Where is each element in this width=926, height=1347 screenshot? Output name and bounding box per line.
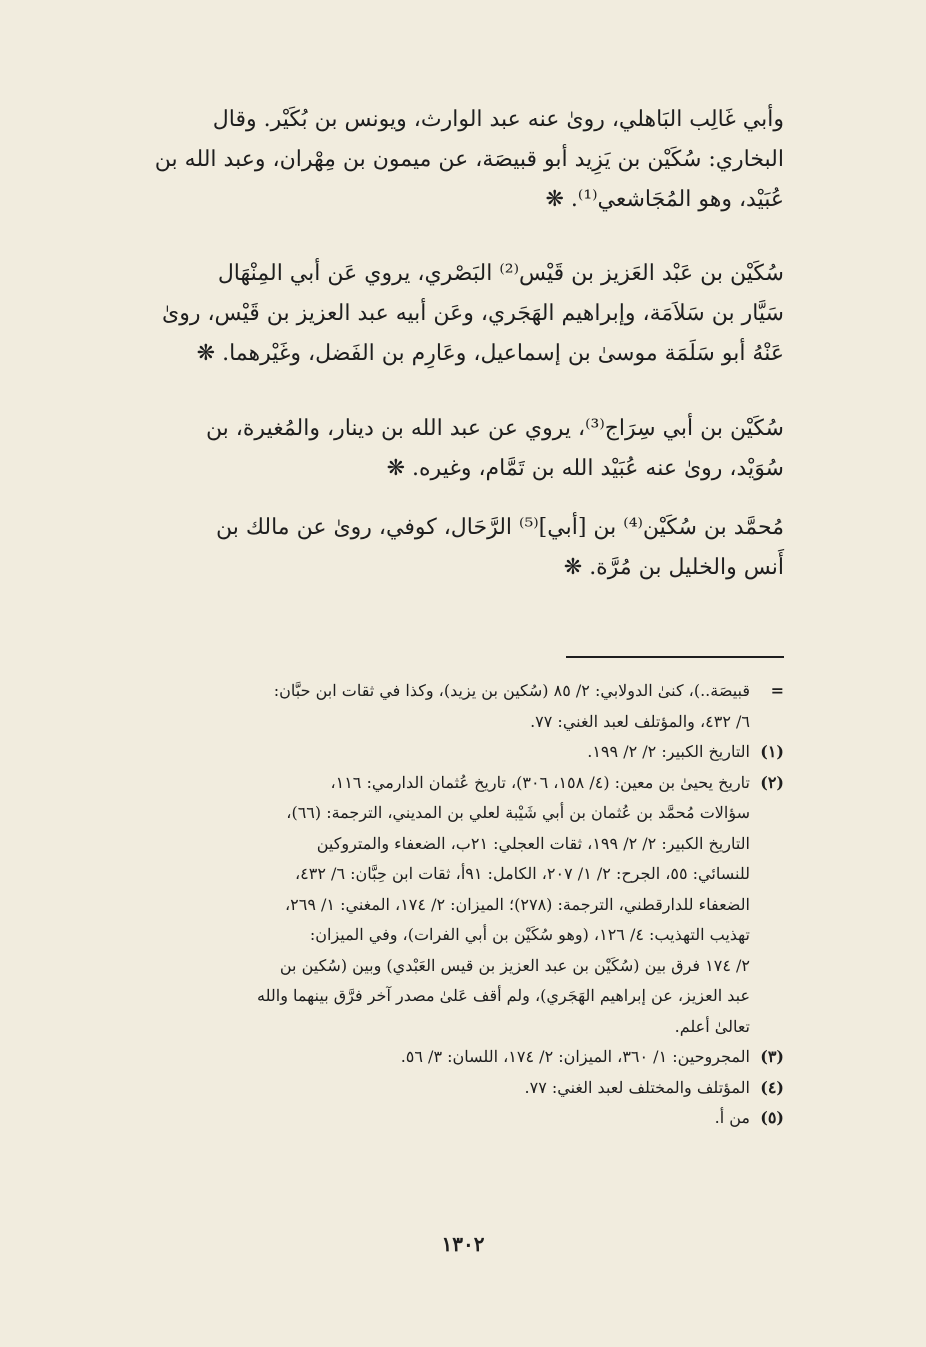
footnote-mark: (٤) xyxy=(760,1077,784,1097)
footnotes xyxy=(94,676,784,1134)
entry-line: البخاري: سُكَيْن بن يَزِيد أبو قبيصَة، عن ميمون بن مِهْران، وعبد الله بن xyxy=(154,147,784,172)
footnote-line: المؤتلف والمختلف لعبد الغني: ٧٧. xyxy=(524,1077,750,1097)
footnote-4 xyxy=(94,1073,784,1104)
footnote-line: المجروحين: ١/ ٣٦٠، الميزان: ٢/ ١٧٤، اللسان: ٣/ ٥٦. xyxy=(400,1047,750,1066)
footnote-line: تعالىٰ أعلم. xyxy=(674,1016,750,1036)
entry-line: سُكَيْن بن عَبْد العَزيز بن قَيْس⁽²⁾ البَصْري، يروي عَن أبي المِنْهَال xyxy=(217,261,784,286)
entry-3 xyxy=(100,409,784,489)
entry-line: عَنْهُ أبو سَلَمَة موسىٰ بن إسماعيل، وعَارِم بن الفَضل، وغَيْرهما. ❋ xyxy=(196,341,784,366)
footnote-1 xyxy=(94,737,784,768)
footnote-line: للنسائي: ٥٥، الجرح: ٢/ ١/ ٢٠٧، الكامل: ٩١أ، ثقات ابن حِبَّان: ٦/ ٤٣٢، xyxy=(295,864,750,883)
page-number: ١٣٠٢ xyxy=(441,1232,485,1256)
footnote-line: تهذيب التهذيب: ٤/ ١٢٦، (وهو سُكَيْن بن أبي الفرات)، وفي الميزان: xyxy=(309,925,750,944)
entry-line: مُحمَّد بن سُكَيْن⁽⁴⁾ بن [أبي]⁽⁵⁾ الرَّحَال، كوفي، روىٰ عن مالك بن xyxy=(216,515,784,540)
footnote-line: تاريخ يحيىٰ بن معين: (٤/ ١٥٨، ٣٠٦)، تاريخ عُثمان الدارمي: ١١٦، xyxy=(330,772,750,792)
entry-1 xyxy=(100,100,784,220)
footnote-line: التاريخ الكبير: ٢/ ٢/ ١٩٩. xyxy=(587,742,750,761)
footnote-continued xyxy=(94,676,784,737)
entry-line: سَيَّار بن سَلاَمَة، وإبراهيم الهَجَري، وعَن أبيه عبد العزيز بن قَيْس، روىٰ xyxy=(162,301,784,326)
footnote-3 xyxy=(94,1042,784,1073)
footnote-line: عبد العزيز، عن إبراهيم الهَجَري)، ولم أقف عَلىٰ مصدر آخر فرَّق بينهما والله xyxy=(257,986,750,1005)
footnote-line: ٢/ ١٧٤ فرق بين (سُكَيْن بن عبد العزيز بن قيس العَبْدي) وبين (سُكين بن xyxy=(279,955,750,975)
footnote-line: الضعفاء للدارقطني، الترجمة: (٢٧٨)؛ الميزان: ٢/ ١٧٤، المغني: ١/ ٢٦٩، xyxy=(284,894,750,914)
footnote-5 xyxy=(94,1103,784,1134)
footnote-divider xyxy=(566,656,784,658)
footnote-mark: (١) xyxy=(760,742,784,761)
entry-2 xyxy=(100,254,784,374)
footnote-mark: (٥) xyxy=(760,1108,784,1127)
entry-4 xyxy=(100,508,784,588)
footnote-mark: (٣) xyxy=(760,1047,784,1066)
entry-line: أَنس والخليل بن مُرَّة. ❋ xyxy=(563,555,784,580)
footnote-mark: = xyxy=(770,681,784,700)
entry-line: سُكَيْن بن أبي سِرَاج⁽³⁾، يروي عن عبد الله بن دينار، والمُغيرة، بن xyxy=(205,416,784,441)
entry-line: عُبَيْد، وهو المُجَاشعي⁽¹⁾. ❋ xyxy=(545,187,784,212)
footnote-line: ٦/ ٤٣٢، والمؤتلف لعبد الغني: ٧٧. xyxy=(530,711,750,731)
footnote-2 xyxy=(94,768,784,1043)
entry-line: سُوَيْد، روىٰ عنه عُبَيْد الله بن تَمَّام، وغيره. ❋ xyxy=(386,456,784,481)
footnote-line: التاريخ الكبير: ٢/ ٢/ ١٩٩، ثقات العجلي: ٢١ب، الضعفاء والمتروكين xyxy=(316,833,750,853)
footnote-line: من أ. xyxy=(714,1108,750,1127)
footnote-mark: (٢) xyxy=(760,772,784,792)
footnote-line: سؤالات مُحمَّد بن عُثمان بن أبي شَيْبة لعلي بن المديني، الترجمة: (٦٦)، xyxy=(286,803,750,822)
entry-line: وأبي غَالِب البَاهلي، روىٰ عنه عبد الوارث، ويونس بن بُكَيْر. وقال xyxy=(212,107,784,132)
footnote-line: قبيصَة..)، كنىٰ الدولابي: ٢/ ٨٥ (سُكين بن يزيد)، وكذا في ثقات ابن حبَّان: xyxy=(273,681,750,700)
